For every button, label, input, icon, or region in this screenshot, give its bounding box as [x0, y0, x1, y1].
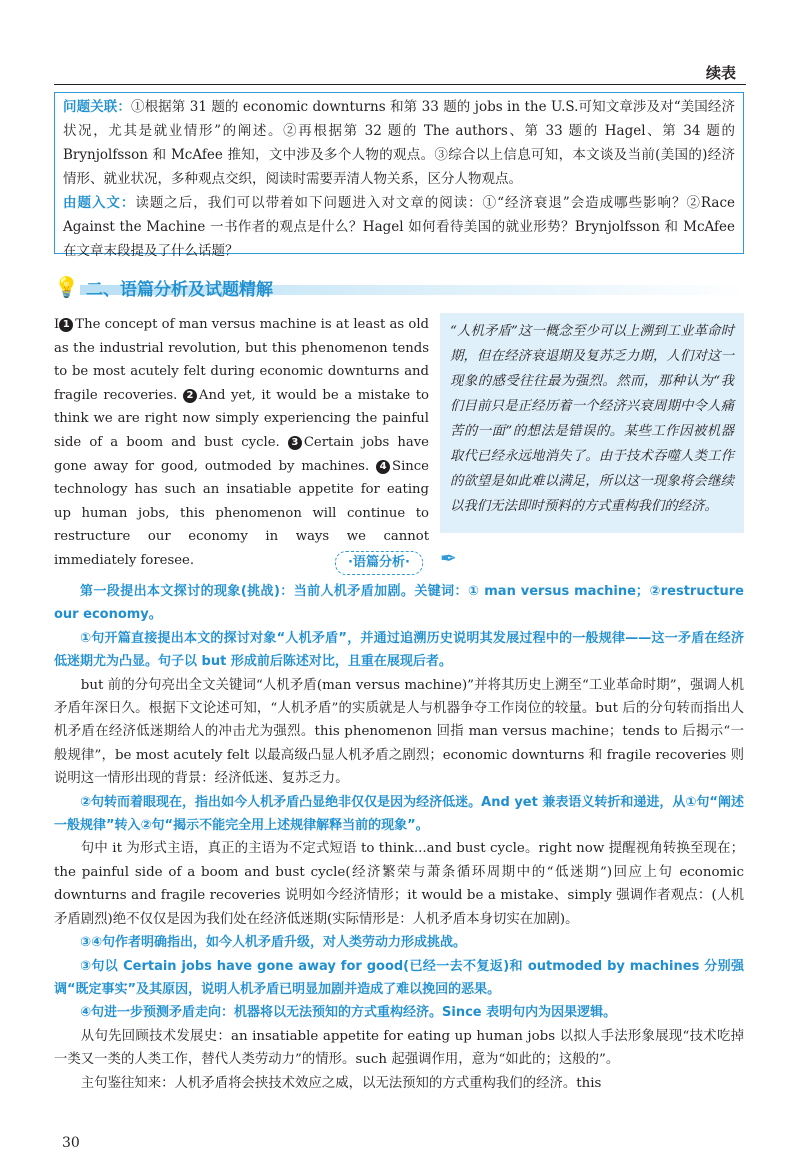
- analysis-paragraph-1: 第一段提出本文探讨的现象(挑战)：当前人机矛盾加剧。关键词：① man versus machine；②restructure our economy。: [54, 584, 744, 623]
- question-link-box: [54, 92, 744, 259]
- paragraph-roman-numeral: Ⅰ: [54, 317, 60, 332]
- analysis-paragraph-6: ③④句作者明确指出，如今人机矛盾升级，对人类劳动力形成挑战。: [80, 935, 467, 951]
- question-link-paragraph: [63, 95, 735, 191]
- sentence-badge-2: 2: [183, 389, 197, 403]
- analysis-paragraph-9: 从句先回顾技术发展史：an insatiable appetite for eating up human jobs 以拟人手法形象展现“技术吃掉一类又一类的人类工作，替代人类劳动力”的情形。such 起强调作用，意为“如此的；这般的”。: [54, 1028, 744, 1068]
- analysis-paragraph-7: ③句以 Certain jobs have gone away for good(已经一去不复返)和 outmoded by machines 分别强调“既定事实”及其原因，说明人机矛盾已明显加剧并造成了难以挽回的恶果。: [54, 958, 744, 997]
- sentence-badge-4: 4: [376, 460, 390, 474]
- sentence-badge-3: 3: [288, 436, 302, 450]
- passage-sentence-2: And yet, it would be a mistake to think we are right now simply experiencing the painful side of a boom and bust cycle.: [54, 387, 429, 450]
- analysis-paragraph-5: 句中 it 为形式主语，真正的主语为不定式短语 to think...and bust cycle。right now 提醒视角转换至现在；the painful side of a boom and bust cycle(经济繁荣与萧条循环周期中的“低迷期”)回应上句 economic downturns and fragile recoveries 说明如今经济情形；it would be a mistake、simply 强调作者观点：(人机矛盾剧烈)绝不仅仅是因为我们处在经济低迷期(实际情形是：人机矛盾本身切实在加剧)。: [54, 841, 744, 927]
- analysis-paragraph-3: but 前的分句亮出全文关键词“人机矛盾(man versus machine)”并将其历史上溯至“工业革命时期”，强调人机矛盾年深日久。根据下文论述可知，“人机矛盾”的实质就是人与机器争夺工作岗位的较量。but 后的分句转而指出人机矛盾在经济低迷期给人的冲击尤为强烈。this phenomenon 回指 man versus machine；tends to 后揭示“一般规律”，be most acutely felt 以最高级凸显人机矛盾之剧烈；economic downturns 和 fragile recoveries 则说明这一情形出现的背景：经济低迷、复苏乏力。: [54, 677, 744, 787]
- analysis-title: ·语篇分析·: [335, 551, 423, 575]
- passage-sentence-3: Certain jobs have gone away for good, outmoded by machines.: [54, 434, 429, 474]
- analysis-paragraph-8: ④句进一步预测矛盾走向：机器将以无法预知的方式重构经济。Since 表明句内为因果逻辑。: [80, 1005, 617, 1021]
- sentence-badge-1: 1: [59, 318, 73, 332]
- passage-paragraph: [54, 313, 429, 573]
- page-number: 30: [62, 1135, 80, 1151]
- analysis-paragraph-4: ②句转而着眼现在，指出如今人机矛盾凸显绝非仅仅是因为经济低迷。And yet 兼表语义转折和递进，从①句“阐述一般规律”转入②句“揭示不能完全用上述规律解释当前的现象”。: [54, 794, 744, 834]
- question-intro-paragraph: [63, 191, 735, 263]
- question-link-text: ①根据第 31 题的 economic downturns 和第 33 题的 jobs in the U.S.可知文章涉及对“美国经济状况，尤其是就业情形”的阐述。②再根据第 32 题的 The authors、第 33 题的 Hagel、第 34 题的 Brynjolfsson 和 McAfee 推知，文中涉及多个人物的观点。③综合以上信息可知，本文谈及当前(美国的)经济情形、就业状况，多种观点交织，阅读时需要弄清人物关系，区分人物观点。: [63, 99, 735, 187]
- question-intro-label: 由题入文：: [63, 195, 136, 211]
- header-rule: [54, 84, 746, 85]
- analysis-paragraph-2: ①句开篇直接提出本文的探讨对象“人机矛盾”，并通过追溯历史说明其发展过程中的一般规律——这一矛盾在经济低迷期尤为凸显。句子以 but 形成前后陈述对比，且重在展现后者。: [54, 630, 744, 670]
- analysis-paragraph-10: 主句鉴往知来：人机矛盾将会挟技术效应之威，以无法预知的方式重构我们的经济。this: [80, 1075, 602, 1091]
- continued-label: 续表: [705, 64, 736, 82]
- section-heading: [52, 273, 748, 303]
- section-title: 二、语篇分析及试题精解: [86, 280, 273, 300]
- passage-sentence-1: The concept of man versus machine is at least as old as the industrial revolution, but this phenomenon tends to be most acutely felt during economic downturns and fragile recoveries.: [54, 317, 429, 403]
- question-intro-text: 读题之后，我们可以带着如下问题进入对文章的阅读：①“经济衰退”会造成哪些影响？②Race Against the Machine 一书作者的观点是什么？Hagel 如何看待美国的就业形势？Brynjolfsson 和 McAfee 在文章末段提及了什么话题？: [63, 195, 735, 259]
- question-link-label: 问题关联：: [63, 99, 131, 115]
- analysis-body: [54, 580, 744, 1095]
- passage-sentence-4: Since technology has such an insatiable appetite for eating up human jobs, this phenomenon will continue to restructure our economy in ways we cannot immediately foresee.: [54, 458, 429, 568]
- quill-pen-icon: ✒: [440, 546, 457, 570]
- lightbulb-icon: 💡: [54, 275, 79, 299]
- translation-text: “人机矛盾”这一概念至少可以上溯到工业革命时期，但在经济衰退期及复苏乏力期，人们对这一现象的感受往往最为强烈。然而，那种认为“我们目前只是正经历着一个经济兴衰周期中令人痛苦的一面”的想法是错误的。某些工作因被机器取代已经永远地消失了。由于技术吞噬人类工作的欲望是如此难以满足，所以这一现象将会继续以我们无法即时预料的方式重构我们的经济。: [450, 324, 734, 514]
- translation-box: [440, 313, 744, 533]
